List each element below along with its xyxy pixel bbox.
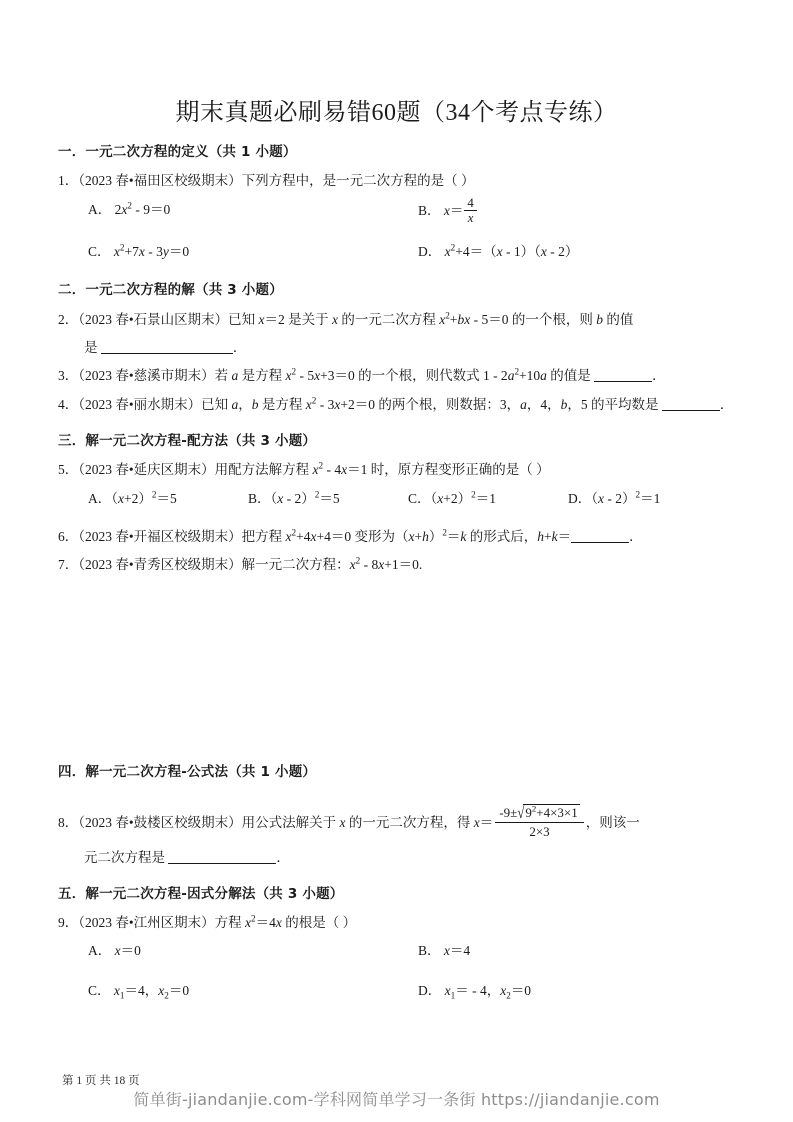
question-7-source: （2023 春•青秀区校级期末）	[78, 557, 242, 573]
question-5-line: 5．（2023 春•延庆区期末）用配方法解方程 $x^2 - 4x=1$ 时，原方程变形正确的是（ ）	[58, 460, 550, 478]
question-3-number: 3．	[58, 368, 79, 384]
question-6-source: （2023 春•开福区校级期末）	[78, 529, 242, 544]
question-8-source: （2023 春•鼓楼区校级期末）	[78, 815, 242, 831]
question-2-line-2: 是 ．	[84, 340, 247, 356]
section-heading-4: 四．解一元二次方程-公式法（共 1 小题）	[58, 763, 317, 780]
question-3-line: 3．（2023 春•慈溪市期末）若 a 是方程 $x^2 - 5x+3=0$ 的一个根，则代数式 $1 - 2a^2+10a$ 的值是 ．	[58, 366, 666, 384]
question-7-number: 7．	[58, 557, 79, 573]
option-1-c[interactable]: C． $x^2+7x - 3y=0$	[88, 242, 190, 260]
answer-blank[interactable]	[571, 542, 629, 543]
question-5-source: （2023 春•延庆区期末）	[78, 462, 215, 478]
question-9-source: （2023 春•江州区期末）	[78, 914, 215, 930]
option-1-b[interactable]: B． x＝ $\frac{4}{x}$	[418, 196, 748, 227]
option-5-d[interactable]: D．（x - 2）$^2$＝1	[568, 489, 661, 506]
page-title: 期末真题必刷易错60题（34个考点专练）	[175, 100, 618, 126]
option-9-d[interactable]: D． $x_1= - 4$，$x_2=0$	[418, 983, 532, 1002]
question-1-stem	[58, 167, 735, 195]
option-1-a[interactable]: A． $2x^2 - 9=0$	[88, 200, 171, 217]
section-heading-3: 三．解一元二次方程-配方法（共 3 小题）	[58, 433, 317, 450]
question-3	[58, 362, 735, 390]
question-1	[58, 167, 735, 195]
question-3-source: （2023 春•慈溪市期末）	[78, 368, 215, 384]
question-9-number: 9．	[58, 914, 79, 930]
option-1-d[interactable]: D． $x^2+4=(x - 1)(x - 2)$	[418, 242, 579, 260]
option-5-a[interactable]: A．$(x+2)^2=5$	[88, 489, 177, 506]
question-4-source: （2023 春•丽水期末）	[78, 396, 202, 412]
section-heading-2: 二．一元二次方程的解（共 3 小题）	[58, 282, 283, 299]
question-2-line-1: 2．（2023 春•石景山区期末）已知 x＝2 是关于 x 的一元二次方程 $x^2+bx - 5=0$ 的一个根，则 b 的值	[58, 310, 634, 327]
option-9-a[interactable]: A． x＝0	[88, 943, 141, 959]
answer-blank[interactable]	[101, 353, 233, 354]
page-number-footer: 第 1 页 共 18 页	[62, 1075, 140, 1087]
option-9-c[interactable]: C． $x_1=4$，$x_2=0$	[88, 983, 190, 1002]
question-8	[58, 804, 735, 876]
question-7	[58, 551, 735, 579]
question-9-options	[58, 937, 735, 1006]
question-8-number: 8．	[58, 815, 79, 831]
question-1-number: 1．	[58, 173, 79, 189]
question-5-number: 5．	[58, 462, 79, 478]
question-5	[58, 456, 735, 484]
option-5-c[interactable]: C．$(x+2)^2=1$	[408, 489, 496, 506]
quadratic-formula: $\frac{-9\pm√9^2+4\times 3\times 1}{2\times 3}$	[495, 804, 584, 841]
section-heading-5: 五．解一元二次方程-因式分解法（共 3 小题）	[58, 885, 344, 902]
question-6	[58, 523, 735, 551]
question-7-line: 7．（2023 春•青秀区校级期末）解一元二次方程：$x^2 - 8x+1=0$.	[58, 555, 423, 573]
question-2	[58, 306, 735, 363]
question-1-options	[58, 196, 735, 267]
watermark: 简单街-jiandanjie.com-学科网简单学习一条街 https://jiandanjie.com	[133, 1090, 660, 1109]
question-4-line: 4．（2023 春•丽水期末）已知 a，b 是方程 $x^2 - 3x+2=0$ 的两个根，则数据：3，a，4，b，5 的平均数是 ．	[58, 395, 734, 412]
question-6-line: 6．（2023 春•开福区校级期末）把方程 $x^2+4x+4=0$ 变形为$(x+h)^2=k$ 的形式后，h+k＝ ．	[58, 527, 643, 544]
question-2-source: （2023 春•石景山区期末）	[78, 311, 229, 327]
question-8-line-2: 元二次方程是 ．	[84, 850, 290, 866]
question-5-options	[58, 485, 735, 513]
question-6-number: 6．	[58, 529, 79, 544]
question-2-number: 2．	[58, 311, 79, 327]
question-9	[58, 909, 735, 937]
question-8-line-1: 8．（2023 春•鼓楼区校级期末）用公式法解关于 x 的一元二次方程，得 x＝ $\frac{-9\pm√9^2+4\times 3\times 1}{2\times 3}$ ，则该一	[58, 802, 640, 840]
section-heading-1: 一．一元二次方程的定义（共 1 小题）	[58, 144, 297, 160]
answer-blank[interactable]	[662, 410, 720, 411]
answer-blank[interactable]	[168, 863, 276, 864]
option-9-b[interactable]: B． x＝4	[418, 943, 471, 959]
question-4-number: 4．	[58, 396, 79, 412]
question-1-source: （2023 春•福田区校级期末）	[78, 173, 242, 189]
answer-blank[interactable]	[594, 381, 652, 382]
option-5-b[interactable]: B．（x - 2）$^2$＝5	[248, 489, 340, 506]
question-9-line: 9．（2023 春•江州区期末）方程 $x^2=4x$ 的根是（ ）	[58, 913, 357, 930]
question-4	[58, 391, 735, 419]
question-1-stem-text: 下列方程中，是一元二次方程的是（ ）	[241, 173, 475, 189]
